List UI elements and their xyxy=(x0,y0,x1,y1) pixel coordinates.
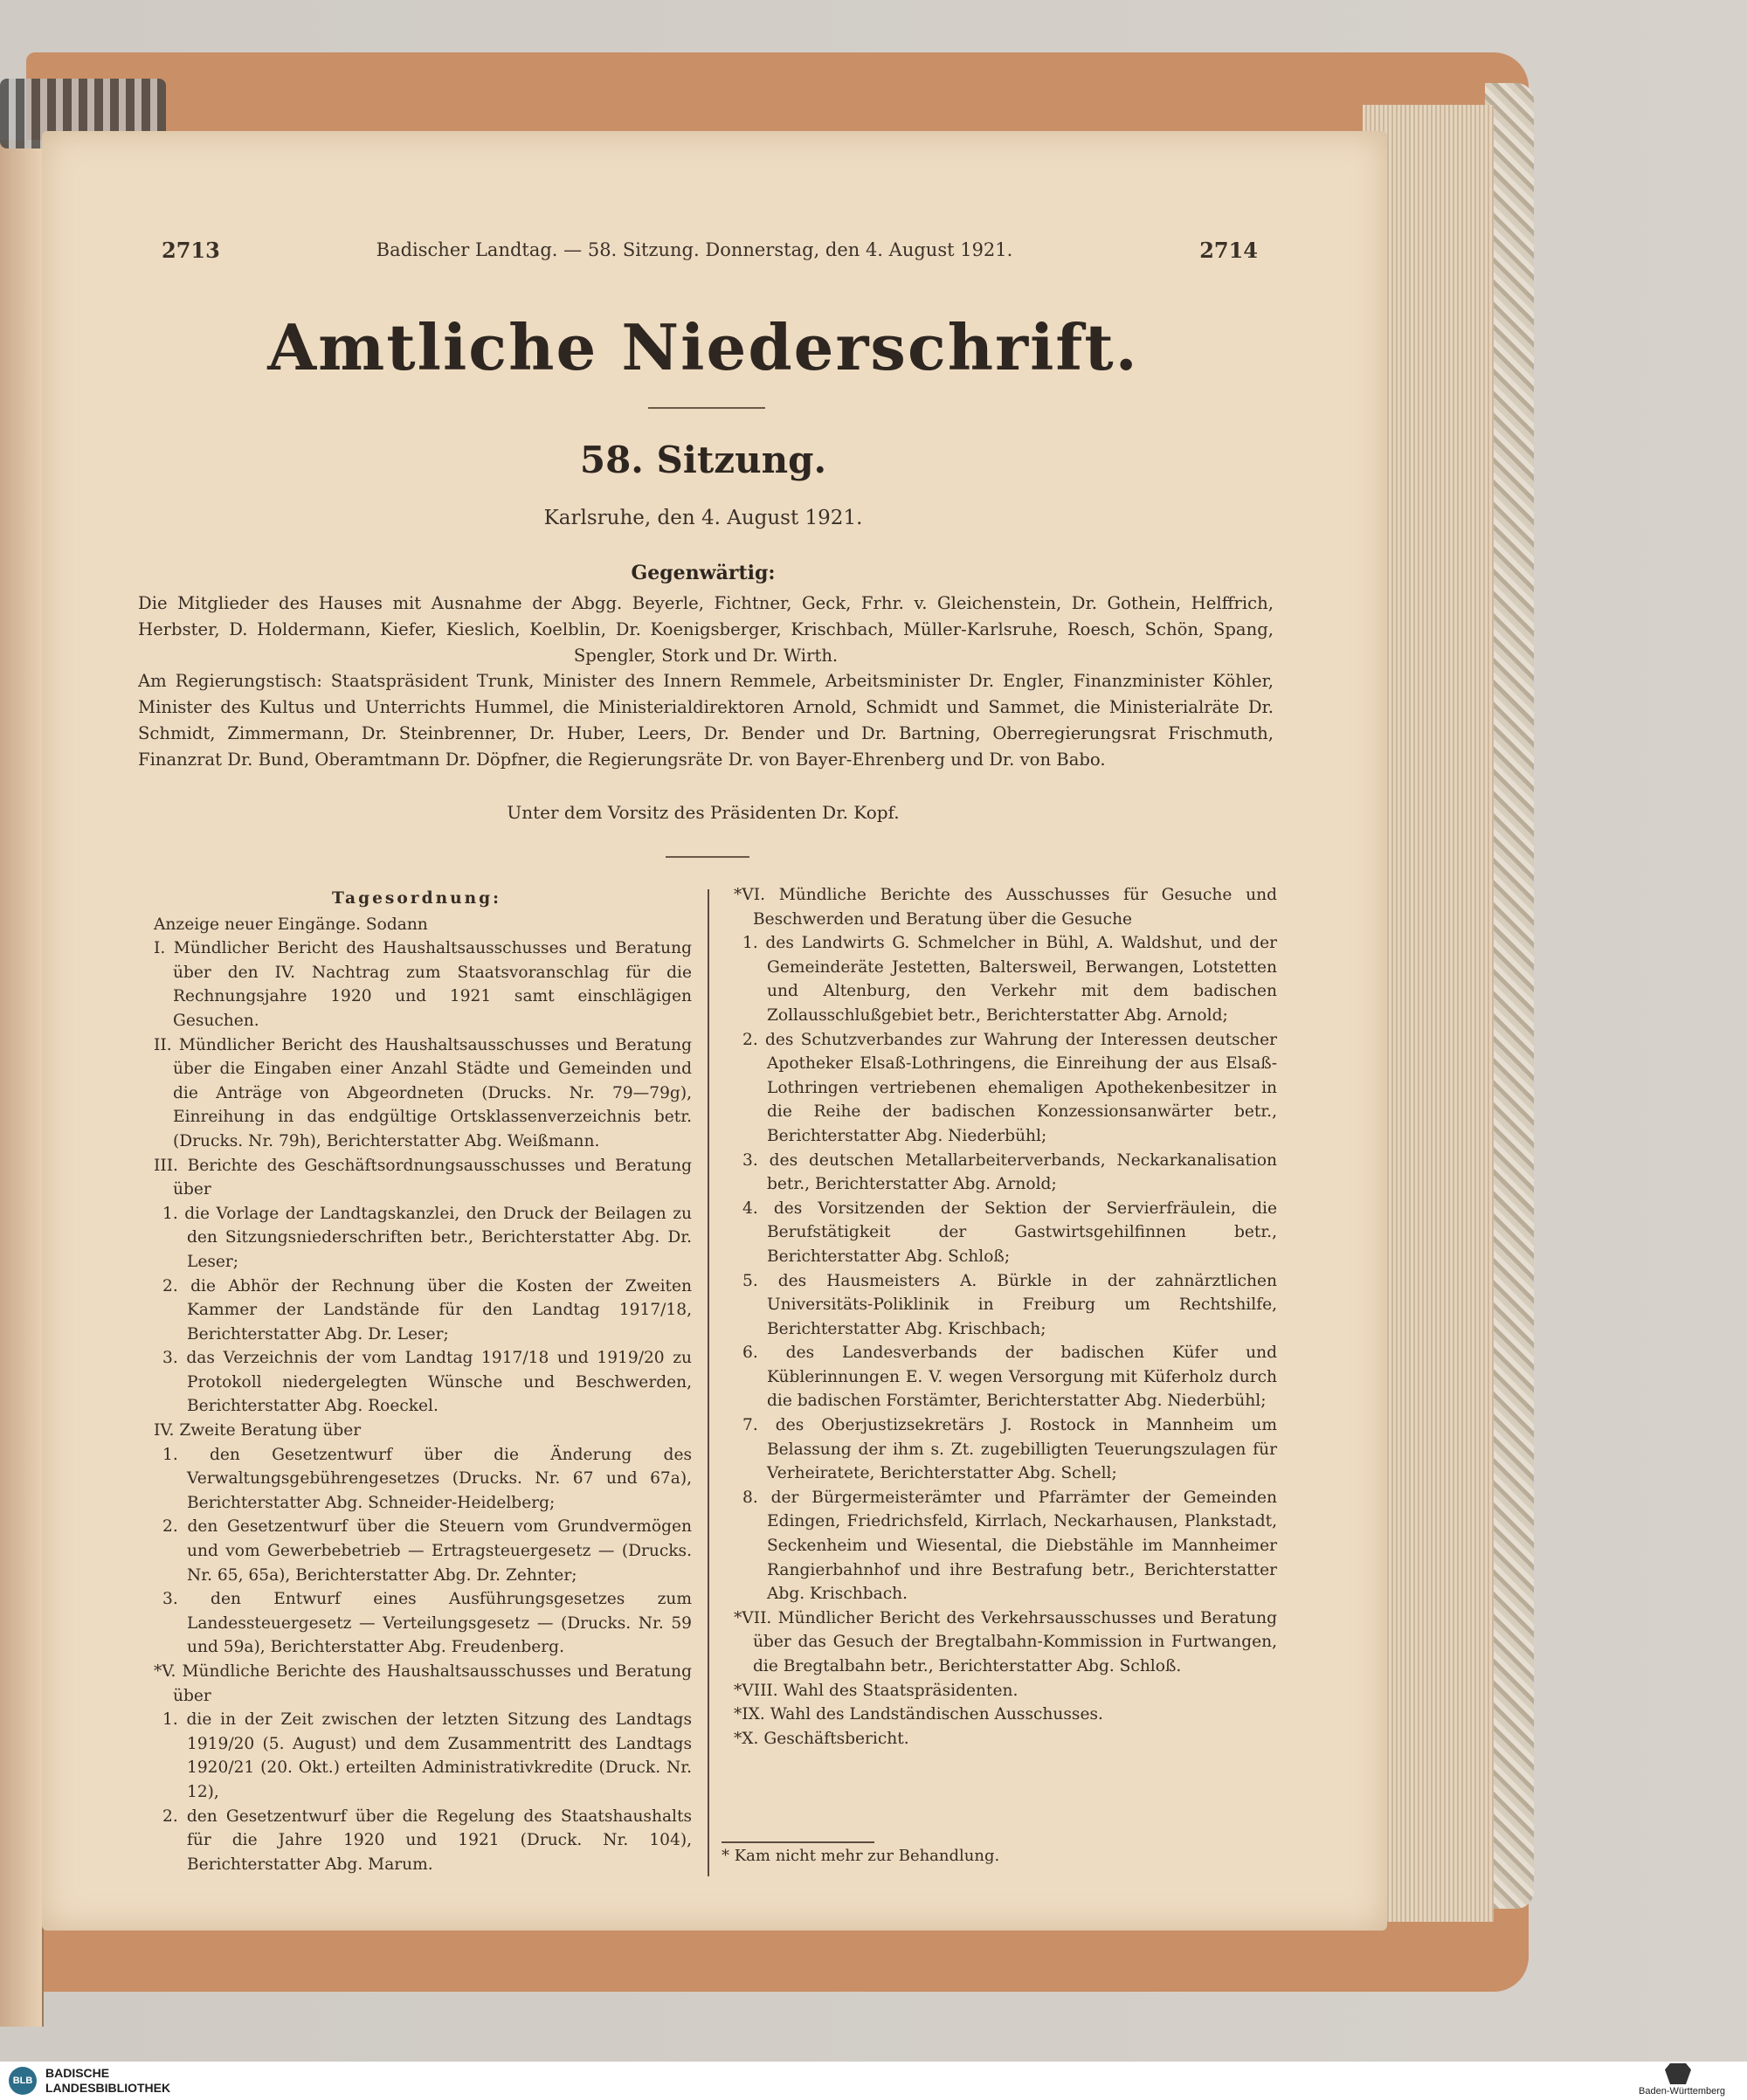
page-number-left: 2713 xyxy=(162,238,220,263)
agenda-item: 2. den Gesetzentwurf über die Regelung des Staatshaushalts für die Jahre 1920 und 1921 (Druck. Nr. 104), Berichterstatter Abg. Marum. xyxy=(162,1806,692,1874)
footnote-divider xyxy=(722,1841,874,1843)
agenda-item: 2. die Abhör der Rechnung über die Kosten der Zweiten Kammer der Landstände für den Landtag 1917/18, Berichterstatter Abg. Dr. Leser; xyxy=(162,1276,692,1344)
agenda-item: *V. Mündliche Berichte des Haushaltsausschusses und Beratung über xyxy=(154,1662,692,1705)
viewer-footer xyxy=(0,2062,1747,2100)
section-divider xyxy=(666,856,749,858)
agenda-item: 6. des Landesverbands der badischen Küfer und Küblerinnungen E. V. wegen Versorgung mit Küferholz durch die badischen Forstämter, Berichterstatter Abg. Niederbühl; xyxy=(742,1344,1277,1411)
agenda-item: 1. des Landwirts G. Schmelcher in Bühl, A. Waldshut, und der Gemeinderäte Jestetten, Baltersweil, Berwangen, Lotstetten und Altenburg, den Verkehr mit dem badischen Zollausschlußgebiet betr., Berichterstatter Abg. Arnold; xyxy=(742,934,1277,1025)
chair-line: Unter dem Vorsitz des Präsidenten Dr. Kopf. xyxy=(507,802,900,823)
agenda-left-column xyxy=(142,887,692,1876)
agenda-item: 1. die in der Zeit zwischen der letzten Sitzung des Landtags 1919/20 (5. August) und dem Zusammentritt des Landtags 1920/21 (20. Okt.) erteilten Administrativkredite (Druck. Nr. 12), xyxy=(162,1710,692,1801)
agenda-item: *VI. Mündliche Berichte des Ausschusses für Gesuche und Beschwerden und Beratung über die Gesuche xyxy=(734,886,1277,929)
library-name[interactable] xyxy=(45,2066,170,2096)
members-absent-paragraph: Die Mitglieder des Hauses mit Ausnahme der Abgg. Beyerle, Fichtner, Geck, Frhr. v. Gleichenstein, Dr. Gothein, Helffrich, Herbster, D. Holdermann, Kiefer, Kieslich, Koelblin, Dr. Koenigsberger, Krischbach, Müller-Karlsruhe, Roesch, Schön, Spang, Spengler, Stork und Dr. Wirth. xyxy=(138,593,1274,666)
footnote: * Kam nicht mehr zur Behandlung. xyxy=(722,1847,1000,1865)
column-divider xyxy=(708,889,709,1876)
agenda-item: 3. den Entwurf eines Ausführungsgesetzes zum Landessteuergesetz — Verteilungsgesetz — (Drucks. Nr. 59 und 59a), Berichterstatter Abg. Freudenberg. xyxy=(162,1590,692,1657)
agenda-item: 3. das Verzeichnis der vom Landtag 1917/18 und 1919/20 zu Protokoll niedergelegten Wünsche und Beschwerden, Berichterstatter Abg. Roeckel. xyxy=(162,1349,692,1416)
government-paragraph: Am Regierungstisch: Staatspräsident Trunk, Minister des Innern Remmele, Arbeitsminister Dr. Engler, Finanzminister Köhler, Minister des Kultus und Unterrichts Hummel, die Ministerialdirektoren Arnold, Schmidt und Sammet, die Ministerialräte Dr. Schmidt, Zimmermann, Dr. Steinbrenner, Dr. Huber, Leers, Dr. Bender und Dr. Bartning, Oberregierungsrat Frischmuth, Finanzrat Dr. Bund, Oberamtmann Dr. Döpfner, die Regierungsräte Dr. von Bayer-Ehrenberg und Dr. von Babo. xyxy=(138,671,1274,770)
agenda-right-column xyxy=(722,883,1277,1751)
agenda-item: *IX. Wahl des Landständischen Ausschusses. xyxy=(734,1705,1103,1724)
agenda-item: *X. Geschäftsbericht. xyxy=(734,1729,909,1748)
library-name-line2: LANDESBIBLIOTHEK xyxy=(45,2081,171,2095)
agenda-item: 2. des Schutzverbandes zur Wahrung der Interessen deutscher Apotheker Elsaß-Lothringens, die Einreihung der aus Elsaß-Lothringen vertriebenen ehemaligen Apothekenbesitzer in die Reihe der badischen Konzessionsanwärter betr., Berichterstatter Abg. Niederbühl; xyxy=(742,1030,1277,1145)
title-divider xyxy=(648,407,765,409)
agenda-item: Anzeige neuer Eingänge. Sodann xyxy=(154,915,428,934)
agenda-item: IV. Zweite Beratung über xyxy=(154,1421,362,1440)
page-number-right: 2714 xyxy=(1199,238,1258,263)
agenda-item: 7. des Oberjustizsekretärs J. Rostock in Mannheim um Belassung der ihm s. Zt. zugebilligten Teuerungszulagen für Verheiratete, Berichterstatter Abg. Schell; xyxy=(742,1416,1277,1483)
agenda-item: 1. den Gesetzentwurf über die Änderung des Verwaltungsgebührengesetzes (Drucks. Nr. 67 und 67a), Berichterstatter Abg. Schneider-Heidelberg; xyxy=(162,1445,692,1512)
library-name-line1: BADISCHE xyxy=(45,2066,110,2080)
agenda-heading: Tagesordnung: xyxy=(331,889,502,908)
agenda-item: III. Berichte des Geschäftsordnungsausschusses und Beratung über xyxy=(154,1156,692,1199)
agenda-item: I. Mündlicher Bericht des Haushaltsausschusses und Beratung über den IV. Nachtrag zum Staatsvoranschlag für die Rechnungsjahre 1920 und 1921 samt einschlägigen Gesuchen. xyxy=(154,939,692,1030)
running-header xyxy=(131,238,1258,273)
agenda-item: 5. des Hausmeisters A. Bürkle in der zahnärztlichen Universitäts-Poliklinik in Freiburg um Rechtshilfe, Berichterstatter Abg. Krischbach; xyxy=(742,1271,1277,1338)
agenda-item: 8. der Bürgermeisterämter und Pfarrämter der Gemeinden Edingen, Friedrichsfeld, Kirrlach, Neckarhausen, Plankstadt, Seckenheim und Wiesental, die Diebstähle im Mannheimer Rangierbahnhof und ihre Bestrafung betr., Berichterstatter Abg. Krischbach. xyxy=(742,1488,1277,1604)
agenda-item: *VII. Mündlicher Bericht des Verkehrsausschusses und Beratung über das Gesuch der Bregtalbahn-Kommission in Furtwangen, die Bregtalbahn betr., Berichterstatter Abg. Schloß. xyxy=(734,1608,1277,1675)
coat-of-arms-icon[interactable] xyxy=(1665,2063,1691,2084)
agenda-item: 2. den Gesetzentwurf über die Steuern vom Grundvermögen und vom Gewerbebetrieb — Ertragsteuergesetz — (Drucks. Nr. 65, 65a), Berichterstatter Abg. Dr. Zehnter; xyxy=(162,1517,692,1585)
present-heading: Gegenwärtig: xyxy=(631,562,776,584)
agenda-item: 1. die Vorlage der Landtagskanzlei, den Druck der Beilagen zu den Sitzungsniederschriften betr., Berichterstatter Abg. Dr. Leser; xyxy=(162,1204,692,1271)
running-title: Badischer Landtag. — 58. Sitzung. Donnerstag, den 4. August 1921. xyxy=(376,239,1013,260)
place-date: Karlsruhe, den 4. August 1921. xyxy=(543,507,863,529)
agenda-item: II. Mündlicher Bericht des Haushaltsausschusses und Beratung über die Eingaben einer Anzahl Städte und Gemeinden und die Anträge von Abgeordneten (Drucks. Nr. 79—79g), Einreihung in das endgültige Ortsklassenverzeichnis betr. (Drucks. Nr. 79h), Berichterstatter Abg. Weißmann. xyxy=(154,1035,692,1150)
document-title: Amtliche Niederschrift. xyxy=(267,310,1139,384)
state-label[interactable]: Baden-Württemberg xyxy=(1639,2086,1726,2097)
agenda-item: 3. des deutschen Metallarbeiterverbands, Neckarkanalisation betr., Berichterstatter Abg. Arnold; xyxy=(742,1150,1277,1194)
previous-page-edge xyxy=(0,140,44,2027)
blb-logo-icon[interactable]: BLB xyxy=(9,2067,37,2095)
agenda-item: *VIII. Wahl des Staatspräsidenten. xyxy=(734,1681,1019,1700)
agenda-item: 4. des Vorsitzenden der Sektion der Servierfräulein, die Berufstätigkeit der Gastwirtsgehilfinnen betr., Berichterstatter Abg. Schloß; xyxy=(742,1199,1277,1266)
session-heading: 58. Sitzung. xyxy=(579,439,827,481)
